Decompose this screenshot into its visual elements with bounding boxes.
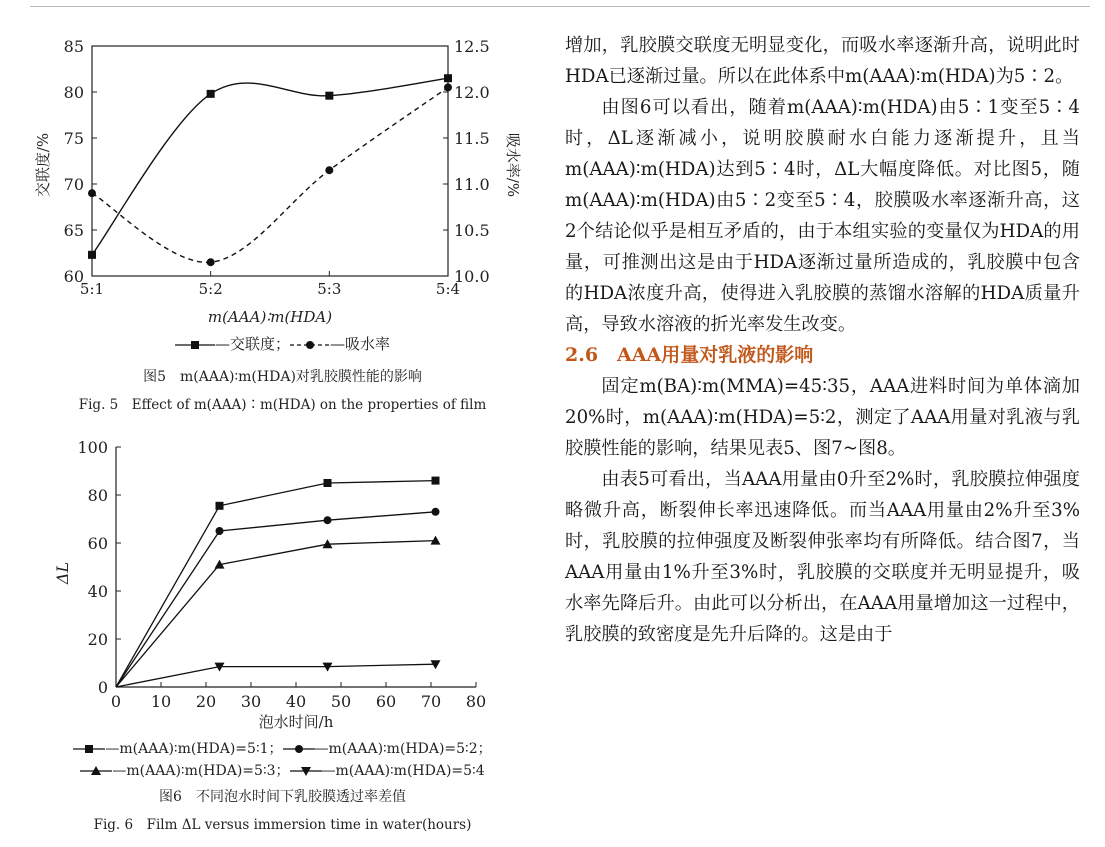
paragraph-4: 由表5可看出，当AAA用量由0升至2%时，乳胶膜拉伸强度略微升高，断裂伸长率迅速降低。而当AAA用量由2%升至3%时，乳胶膜的拉伸强度及断裂伸张率均有所降低。结合图7，当AAA用量由1%升至3%时，乳胶膜的交联度并无明显提升，吸水率先降后升。由此可以分析出，在AAA用量增加这一过程中，乳胶膜的致密度是先升后降的。这是由于 xyxy=(565,469,1080,645)
fig5-xtick-label: 5:4 xyxy=(435,280,461,298)
fig6-axes xyxy=(77,438,486,711)
fig6-ytick-label: 20 xyxy=(87,630,108,649)
fig5-ytick-label-left: 60 xyxy=(63,267,84,286)
fig5-legend xyxy=(0,333,565,354)
fig6-legend-row1 xyxy=(0,738,565,758)
fig5-ytick-label-right: 11.0 xyxy=(454,175,490,194)
fig6-legend-mark-53 xyxy=(80,764,112,778)
fig5-axes xyxy=(64,37,490,298)
fig6-xtick-label: 10 xyxy=(150,692,172,711)
fig6-legend-mark-51 xyxy=(73,742,105,756)
fig5-point-0 xyxy=(88,251,96,259)
fig5-legend-water: —吸水率 xyxy=(330,335,391,353)
fig5-plot-frame xyxy=(92,46,448,276)
fig6-point-1 xyxy=(432,508,440,516)
fig6-point-1 xyxy=(216,527,224,535)
fig5-ytick-label-left: 70 xyxy=(63,175,84,194)
figure-5-chart xyxy=(30,30,535,330)
fig6-caption-cn: 图6 不同泡水时间下乳胶膜透过率差值 xyxy=(159,789,406,805)
fig6-legend-mark-54 xyxy=(290,764,322,778)
fig6-ytick-label: 0 xyxy=(97,678,108,697)
fig6-xtick-label: 70 xyxy=(420,692,442,711)
fig6-caption-en: Fig. 6 Film ΔL versus immersion time in water(hours) xyxy=(93,817,472,833)
fig6-point-0 xyxy=(432,477,440,485)
fig6-legend-54: —m(AAA)∶m(HDA)=5∶4 xyxy=(321,763,485,779)
figure-6-chart xyxy=(30,435,535,735)
fig5-xtick-label: 5:3 xyxy=(317,280,342,298)
paragraph-2: 由图6可以看出，随着m(AAA)∶m(HDA)由5∶1变至5∶4时，ΔL逐渐减小，说明胶膜耐水白能力逐渐提升，且当m(AAA)∶m(HDA)达到5∶4时，ΔL大幅度降低。对比图5，随m(AAA)∶m(HDA)由5∶2变至5∶4，胶膜吸水率逐渐升高，这2个结论似乎是相互矛盾的，由于本组实验的变量仅为HDA的用量，可推测出这是由于HDA逐渐过量所造成的，乳胶膜中包含的HDA浓度升高，使得进入乳胶膜的蒸馏水溶解的HDA质量升高，导致水溶液的折光率发生改变。 xyxy=(565,97,1080,335)
fig5-ytick-label-left: 75 xyxy=(63,129,84,148)
fig5-ytick-label-right: 11.5 xyxy=(454,129,490,148)
fig5-xlabel: m(AAA)∶m(HDA) xyxy=(207,308,333,326)
header-rule xyxy=(30,6,1090,7)
fig6-ytick-label: 60 xyxy=(87,534,108,553)
fig6-xtick-label: 60 xyxy=(375,692,397,711)
fig5-point-0 xyxy=(325,92,333,100)
fig6-point-0 xyxy=(216,502,224,510)
fig5-point-1 xyxy=(88,189,96,197)
fig6-legend-53: —m(AAA)∶m(HDA)=5∶3； xyxy=(112,763,290,779)
fig6-xtick-label: 80 xyxy=(465,692,487,711)
fig5-point-1 xyxy=(325,166,333,174)
fig6-xtick-label: 50 xyxy=(330,692,352,711)
paragraph-1: 增加，乳胶膜交联度无明显变化，而吸水率逐渐升高，说明此时HDA已逐渐过量。所以在此体系中m(AAA)∶m(HDA)为5∶2。 xyxy=(565,35,1080,87)
fig5-legend-mark-water xyxy=(290,338,330,352)
fig6-point-1 xyxy=(324,516,332,524)
fig6-xtick-label: 30 xyxy=(240,692,262,711)
fig5-series-line-1 xyxy=(92,87,448,262)
fig5-point-1 xyxy=(207,258,215,266)
fig5-xtick-label: 5:2 xyxy=(198,280,223,298)
paragraph-3: 固定m(BA)∶m(MMA)=45∶35，AAA进料时间为单体滴加20%时，m(AAA)∶m(HDA)=5∶2，测定了AAA用量对乳液与乳胶膜性能的影响，结果见表5、图7~图8。 xyxy=(565,376,1080,459)
section-heading: 2.6 AAA用量对乳液的影响 xyxy=(565,344,814,366)
fig6-series-line-0 xyxy=(116,481,436,687)
fig6-xlabel: 泡水时间/h xyxy=(258,713,334,731)
fig6-point-0 xyxy=(324,479,332,487)
fig5-caption-cn: 图5 m(AAA)∶m(HDA)对乳胶膜性能的影响 xyxy=(143,369,422,385)
fig6-series-line-3 xyxy=(116,664,436,687)
fig6-xtick-label: 40 xyxy=(285,692,307,711)
fig5-ytick-label-left: 65 xyxy=(63,221,84,240)
fig5-ytick-label-left: 80 xyxy=(63,83,84,102)
fig5-point-0 xyxy=(207,90,215,98)
fig5-xtick-label: 5:1 xyxy=(79,280,105,298)
fig6-legend-row2 xyxy=(0,760,565,780)
fig5-ytick-label-right: 10.0 xyxy=(454,267,490,286)
fig6-series-line-1 xyxy=(116,512,436,687)
fig6-ytick-label: 100 xyxy=(77,438,108,457)
fig5-point-1 xyxy=(444,83,452,91)
fig5-series-line-0 xyxy=(92,78,448,255)
fig6-legend-52: —m(AAA)∶m(HDA)=5∶2； xyxy=(314,741,492,757)
fig5-caption-en: Fig. 5 Effect of m(AAA)∶m(HDA) on the properties of film xyxy=(78,397,487,413)
fig6-ytick-label: 80 xyxy=(87,486,108,505)
fig6-ylabel: ΔL xyxy=(53,561,72,585)
fig5-ytick-label-right: 10.5 xyxy=(454,221,490,240)
fig6-xtick-label: 20 xyxy=(195,692,217,711)
fig5-point-0 xyxy=(444,74,452,82)
fig5-ytick-label-left: 85 xyxy=(63,37,84,56)
fig5-legend-mark-crosslink xyxy=(175,338,215,352)
fig6-ytick-label: 40 xyxy=(87,582,108,601)
fig5-ylabel-left: 交联度/% xyxy=(34,132,52,198)
fig5-ylabel-right: 吸水率/% xyxy=(504,132,522,198)
fig5-ytick-label-right: 12.5 xyxy=(454,37,490,56)
fig6-legend-51: —m(AAA)∶m(HDA)=5∶1； xyxy=(105,741,283,757)
body-text-column xyxy=(565,30,1080,650)
fig6-xtick-label: 0 xyxy=(110,692,122,711)
fig6-legend-mark-52 xyxy=(283,742,315,756)
fig5-legend-crosslink: —交联度； xyxy=(214,335,290,353)
fig5-ytick-label-right: 12.0 xyxy=(454,83,490,102)
